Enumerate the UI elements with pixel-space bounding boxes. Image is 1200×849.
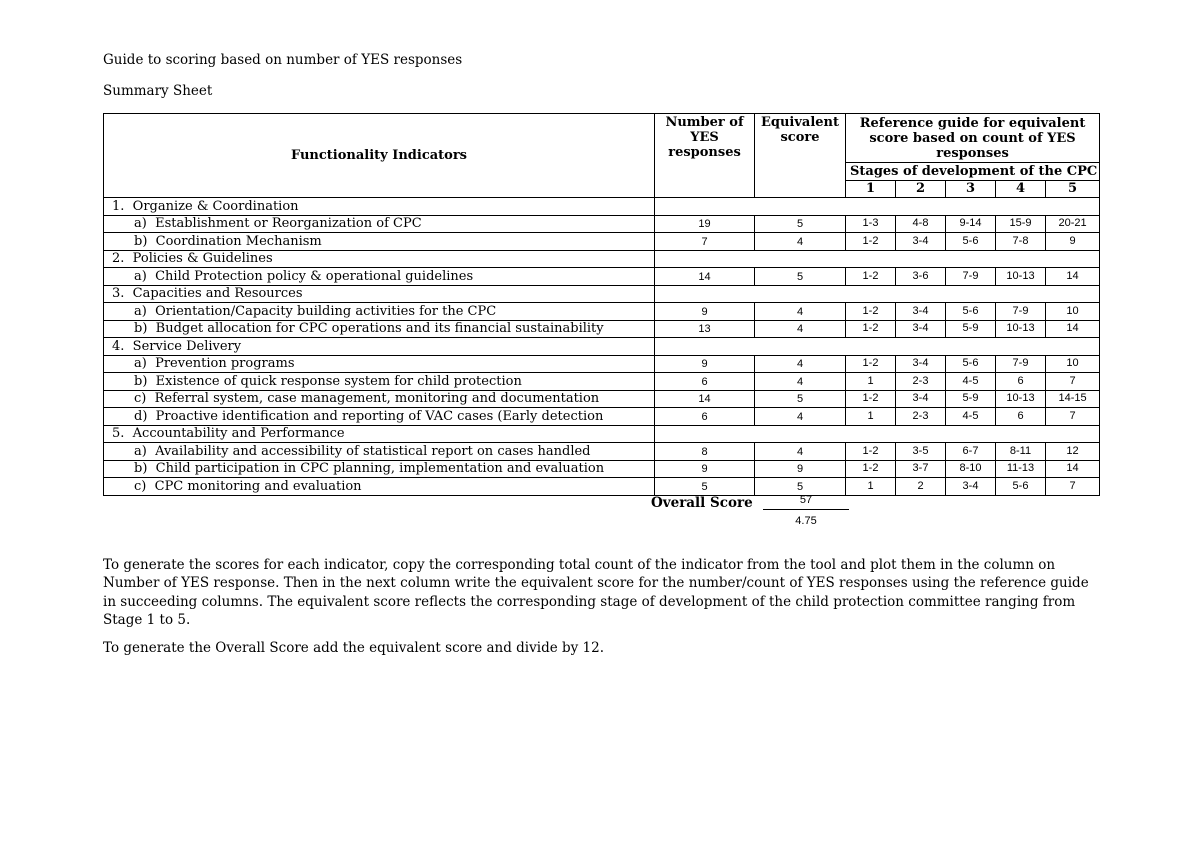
- stage-range: 10-13: [996, 390, 1046, 408]
- section-row: [104, 338, 1100, 356]
- stage-range: 2: [896, 478, 946, 496]
- section-filler: [655, 250, 1100, 268]
- header-functionality-indicators: Functionality Indicators: [104, 114, 655, 198]
- yes-count: 9: [655, 355, 755, 373]
- indicator-label: a) Establishment or Reorganization of CPC: [104, 215, 655, 233]
- yes-count: 5: [655, 478, 755, 496]
- stage-range: 15-9: [996, 215, 1046, 233]
- equivalent-score: 5: [755, 215, 846, 233]
- stage-number: 4: [996, 180, 1046, 198]
- stage-range: 7-8: [996, 233, 1046, 251]
- stage-range: 7: [1046, 408, 1100, 426]
- stage-range: 6-7: [946, 443, 996, 461]
- indicator-row: [104, 215, 1100, 233]
- equivalent-score: 4: [755, 355, 846, 373]
- stage-range: 11-13: [996, 460, 1046, 478]
- stage-range: 1-2: [846, 460, 896, 478]
- indicator-row: [104, 390, 1100, 408]
- indicator-row: [104, 233, 1100, 251]
- stage-range: 1-2: [846, 355, 896, 373]
- stage-range: 3-7: [896, 460, 946, 478]
- yes-count: 9: [655, 460, 755, 478]
- stage-range: 8-11: [996, 443, 1046, 461]
- stage-range: 3-4: [896, 390, 946, 408]
- indicator-label: b) Existence of quick response system for child protection: [104, 373, 655, 391]
- stage-range: 5-6: [996, 478, 1046, 496]
- section-label: 5. Accountability and Performance: [104, 425, 655, 443]
- yes-count: 6: [655, 408, 755, 426]
- equivalent-score: 9: [755, 460, 846, 478]
- section-row: [104, 425, 1100, 443]
- yes-count: 14: [655, 390, 755, 408]
- stage-range: 4-5: [946, 408, 996, 426]
- stage-range: 3-4: [896, 303, 946, 321]
- indicator-row: [104, 268, 1100, 286]
- instructions-paragraph-1: To generate the scores for each indicator, copy the corresponding total count of the indicator from the tool and plot them in the column on Number of YES response. Then in the next column write the equivalent score for the number/count of YES responses using the reference guide in succeeding columns. The equivalent score reflects the corresponding stage of development of the child protection committee ranging from Stage 1 to 5.: [103, 557, 1089, 628]
- stage-range: 14: [1046, 460, 1100, 478]
- stage-range: 1: [846, 373, 896, 391]
- stage-range: 1: [846, 408, 896, 426]
- stage-range: 10: [1046, 303, 1100, 321]
- section-label: 4. Service Delivery: [104, 338, 655, 356]
- stage-range: 4-8: [896, 215, 946, 233]
- stage-range: 5-6: [946, 233, 996, 251]
- stage-range: 3-4: [896, 355, 946, 373]
- section-filler: [655, 425, 1100, 443]
- indicator-label: a) Prevention programs: [104, 355, 655, 373]
- yes-count: 7: [655, 233, 755, 251]
- equivalent-score: 4: [755, 443, 846, 461]
- indicator-row: [104, 478, 1100, 496]
- instructions-paragraph-2: To generate the Overall Score add the equivalent score and divide by 12.: [103, 640, 605, 656]
- page-heading: Guide to scoring based on number of YES responses: [103, 52, 463, 68]
- indicator-label: b) Child participation in CPC planning, implementation and evaluation: [104, 460, 655, 478]
- stage-range: 14: [1046, 268, 1100, 286]
- stage-range: 5-6: [946, 355, 996, 373]
- stage-range: 1-2: [846, 268, 896, 286]
- stage-range: 14: [1046, 320, 1100, 338]
- stage-range: 5-6: [946, 303, 996, 321]
- stage-range: 6: [996, 373, 1046, 391]
- stage-range: 10-13: [996, 320, 1046, 338]
- equivalent-score: 4: [755, 320, 846, 338]
- stage-range: 3-4: [896, 320, 946, 338]
- header-reference-guide: Reference guide for equivalent score based on count of YES responses: [846, 114, 1100, 163]
- indicator-label: d) Proactive identification and reporting of VAC cases (Early detection: [104, 408, 655, 426]
- stage-number: 1: [846, 180, 896, 198]
- stage-range: 7: [1046, 478, 1100, 496]
- stage-range: 1-2: [846, 233, 896, 251]
- section-label: 2. Policies & Guidelines: [104, 250, 655, 268]
- stage-range: 7: [1046, 373, 1100, 391]
- yes-count: 8: [655, 443, 755, 461]
- stage-range: 7-9: [996, 355, 1046, 373]
- section-row: [104, 250, 1100, 268]
- indicator-row: [104, 355, 1100, 373]
- stage-range: 10: [1046, 355, 1100, 373]
- indicator-label: b) Budget allocation for CPC operations and its financial sustainability: [104, 320, 655, 338]
- stage-range: 1-2: [846, 320, 896, 338]
- stage-range: 1-2: [846, 303, 896, 321]
- indicator-label: c) CPC monitoring and evaluation: [104, 478, 655, 496]
- equivalent-score: 4: [755, 303, 846, 321]
- stage-range: 7-9: [996, 303, 1046, 321]
- indicator-label: a) Availability and accessibility of statistical report on cases handled: [104, 443, 655, 461]
- stage-range: 10-13: [996, 268, 1046, 286]
- indicator-row: [104, 373, 1100, 391]
- stage-range: 12: [1046, 443, 1100, 461]
- stage-range: 1-2: [846, 443, 896, 461]
- stage-range: 8-10: [946, 460, 996, 478]
- equivalent-score: 4: [755, 373, 846, 391]
- indicator-row: [104, 408, 1100, 426]
- section-filler: [655, 338, 1100, 356]
- stage-range: 5-9: [946, 390, 996, 408]
- stage-range: 20-21: [1046, 215, 1100, 233]
- indicator-row: [104, 460, 1100, 478]
- summary-sheet-title: Summary Sheet: [103, 83, 213, 99]
- overall-score-label: Overall Score: [651, 495, 753, 511]
- stage-range: 7-9: [946, 268, 996, 286]
- indicator-label: a) Orientation/Capacity building activities for the CPC: [104, 303, 655, 321]
- equivalent-score: 5: [755, 268, 846, 286]
- yes-count: 13: [655, 320, 755, 338]
- stage-range: 9: [1046, 233, 1100, 251]
- stage-range: 1-2: [846, 390, 896, 408]
- stage-range: 2-3: [896, 373, 946, 391]
- section-row: [104, 285, 1100, 303]
- indicator-row: [104, 320, 1100, 338]
- stage-range: 9-14: [946, 215, 996, 233]
- section-filler: [655, 285, 1100, 303]
- stage-range: 4-5: [946, 373, 996, 391]
- yes-count: 19: [655, 215, 755, 233]
- header-stages: Stages of development of the CPC: [846, 163, 1100, 181]
- indicator-label: b) Coordination Mechanism: [104, 233, 655, 251]
- section-label: 3. Capacities and Resources: [104, 285, 655, 303]
- equivalent-score: 4: [755, 408, 846, 426]
- stage-number: 3: [946, 180, 996, 198]
- section-label: 1. Organize & Coordination: [104, 198, 655, 216]
- header-equivalent-score: Equivalent score: [755, 114, 846, 198]
- indicator-label: c) Referral system, case management, monitoring and documentation: [104, 390, 655, 408]
- stage-range: 14-15: [1046, 390, 1100, 408]
- stage-range: 6: [996, 408, 1046, 426]
- section-filler: [655, 198, 1100, 216]
- stage-range: 3-4: [896, 233, 946, 251]
- summary-table: [103, 113, 1100, 496]
- stage-number: 5: [1046, 180, 1100, 198]
- stage-range: 2-3: [896, 408, 946, 426]
- yes-count: 6: [655, 373, 755, 391]
- indicator-row: [104, 443, 1100, 461]
- header-yes-responses: Number of YES responses: [655, 114, 755, 198]
- overall-score-average: 4.75: [795, 515, 817, 527]
- indicator-label: a) Child Protection policy & operational guidelines: [104, 268, 655, 286]
- indicator-row: [104, 303, 1100, 321]
- overall-score-total: 57: [763, 494, 849, 510]
- equivalent-score: 5: [755, 478, 846, 496]
- equivalent-score: 5: [755, 390, 846, 408]
- stage-number: 2: [896, 180, 946, 198]
- yes-count: 9: [655, 303, 755, 321]
- stage-range: 3-6: [896, 268, 946, 286]
- section-row: [104, 198, 1100, 216]
- stage-range: 5-9: [946, 320, 996, 338]
- stage-range: 3-5: [896, 443, 946, 461]
- yes-count: 14: [655, 268, 755, 286]
- stage-range: 1-3: [846, 215, 896, 233]
- stage-range: 1: [846, 478, 896, 496]
- equivalent-score: 4: [755, 233, 846, 251]
- stage-range: 3-4: [946, 478, 996, 496]
